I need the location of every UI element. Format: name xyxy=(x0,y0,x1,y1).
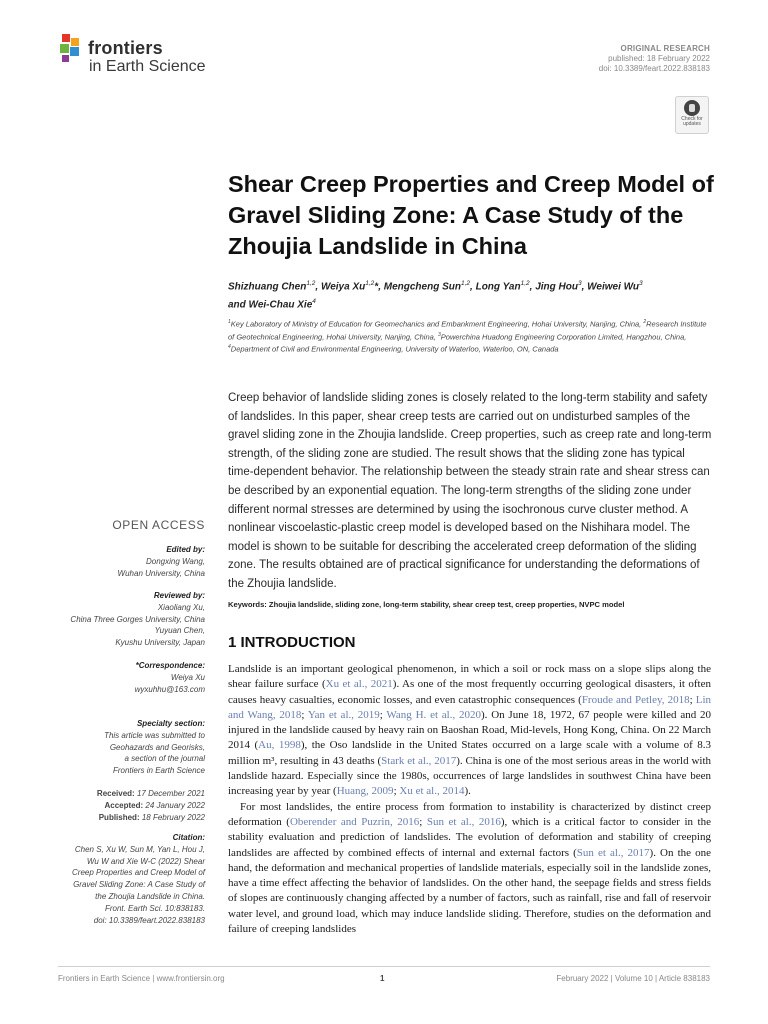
specialty-line: Geohazards and Georisks, xyxy=(109,742,205,752)
edited-by xyxy=(45,544,205,579)
affiliation-number: 4 xyxy=(228,344,231,350)
corresponding-author-marker: * xyxy=(374,281,379,293)
specialty-section xyxy=(45,718,205,777)
section-heading: 1 INTRODUCTION xyxy=(228,634,356,651)
footer-journal-link[interactable]: Frontiers in Earth Science | www.frontiersin.org xyxy=(58,974,225,983)
check-for-updates-badge[interactable] xyxy=(675,96,709,134)
article-type: ORIGINAL RESEARCH xyxy=(620,44,710,53)
published-label: Published: xyxy=(98,812,140,822)
body-text-run: ; xyxy=(689,693,696,706)
reviewer-name: Yuyuan Chen, xyxy=(154,626,205,636)
abstract: Creep behavior of landslide sliding zones is closely related to the long-term stability and safety of landslides. In this paper, shear creep tests are carried out on undisturbed samples of the gravel sliding zone in the Zhoujia landslide. Creep properties, such as creep rate and long-term strength, of the sliding zone are studied. The result shows that the sliding zone has typical time-dependent behavior. The relationship between the steady strain rate and shear stress can be described by an exponential equation. The long-term strengths of the sliding zone under different normal stresses are determined by using the isochronous curve cluster method. A nonlinear viscoelastic-plastic creep model is developed based on the Nishihara model. The model is shown to be suitable for describing the accelerated creep deformation of the sliding zone. The results obtained are of practical significance for understanding the deformations of the Zhoujia landslide. xyxy=(228,392,712,590)
citation-link[interactable]: Sun et al., 2016 xyxy=(426,815,501,828)
citation-link[interactable]: Stark et al., 2017 xyxy=(381,754,457,767)
citation-line: Gravel Sliding Zone: A Case Study of xyxy=(73,880,205,890)
author-affiliation-marker: 1,2 xyxy=(306,280,316,287)
journal-brand: frontiers xyxy=(88,38,163,58)
body-paragraph xyxy=(228,662,711,800)
correspondent-name: Weiya Xu xyxy=(170,672,205,682)
footer-issue-info: February 2022 | Volume 10 | Article 838183 xyxy=(556,974,710,983)
citation-line: the Zhoujia Landslide in China. xyxy=(95,891,205,901)
author-affiliation-marker: 3 xyxy=(639,280,643,287)
body-text-run: ; xyxy=(393,785,400,798)
specialty-line: Frontiers in Earth Science xyxy=(112,766,205,776)
reviewer-affiliation: Kyushu University, Japan xyxy=(115,638,205,648)
author-name[interactable]: Weiwei Wu xyxy=(587,281,640,293)
citation-link[interactable]: Xu et al., 2021 xyxy=(325,678,393,691)
check-updates-label: Check for updates xyxy=(681,116,703,127)
specialty-label: Specialty section: xyxy=(136,719,205,728)
affiliation-number: 2 xyxy=(643,319,647,325)
body-text-run: ; xyxy=(379,708,387,721)
author-name[interactable]: Jing Hou xyxy=(535,281,578,293)
editor-affiliation: Wuhan University, China xyxy=(117,568,205,578)
specialty-line: a section of the journal xyxy=(124,754,205,764)
citation-line: Wu W and Xie W-C (2022) Shear xyxy=(86,856,205,866)
body-text-run: ). On the one hand, the deformation and mechanical properties of landslide materials, especially soil in the landslide zones, have a time effect affecting the behavior of landslides. On the other hand, the seepage fields and stress fields of slopes are continuously changing affected by a number of factors, such as rainfall, rise and fall of reservoir water level, and ground load, which may induce landslide sliding. Therefore, studies on the deformation and failure of creeping landslides xyxy=(228,846,711,936)
keywords: Keywords: Zhoujia landslide, sliding zone, long-term stability, shear creep test, creep properties, NVPC model xyxy=(228,600,625,609)
body-text-run: For most landslides, the entire process from formation to instability is characterized by distinct creep deformation ( xyxy=(228,800,711,828)
body-text xyxy=(228,662,711,937)
body-text-run: ). On June 18, 1972, 67 people were killed and 20 injured in the landslide caused by heavy rain on Baoshan Road, Mid-levels, Hong Kong, China. On 22 March 2014 ( xyxy=(228,708,711,752)
author-affiliation-marker: 3 xyxy=(577,280,582,287)
article-title: Shear Creep Properties and Creep Model of Gravel Sliding Zone: A Case Study of the Zhoujia Landslide in China xyxy=(228,171,714,259)
reviewer-name: Xiaoliang Xu, xyxy=(157,602,205,612)
affiliation-number: 3 xyxy=(437,331,441,338)
citation-link[interactable]: Oberender and Puzrin, 2016 xyxy=(289,815,420,828)
author-name[interactable]: and Wei-Chau Xie xyxy=(228,299,313,311)
affiliation-text: Powerchina Huadong Engineering Corporation Limited, Hangzhou, China, xyxy=(440,332,687,341)
citation-line: Creep Properties and Creep Model of xyxy=(72,868,205,878)
body-text-run: ). China is one of the most serious areas in the world with landslide hazard. Especially since the 1980s, occurrences of large landslides in southwest China have been increasing year by year ( xyxy=(228,754,711,798)
author-name[interactable]: Long Yan xyxy=(475,281,521,293)
citation-link[interactable]: Lin and Wang, 2018 xyxy=(228,693,711,721)
citation-link[interactable]: Yan et al., 2019 xyxy=(307,708,380,721)
reviewed-by-label: Reviewed by: xyxy=(153,591,205,600)
body-text-run: ; xyxy=(301,708,308,721)
author-name[interactable]: Weiya Xu xyxy=(320,281,366,293)
received-label: Received: xyxy=(96,789,135,798)
citation-link[interactable]: Wang H. et al., 2020 xyxy=(386,708,482,721)
published-date-side: 18 February 2022 xyxy=(141,812,205,822)
open-access-label: OPEN ACCESS xyxy=(112,518,205,532)
body-text-run: Landslide is an important geological phenomenon, in which a soil or rock mass on a slope slips along the shear failure surface ( xyxy=(228,663,711,691)
specialty-line: This article was submitted to xyxy=(104,730,205,740)
article-meta xyxy=(599,44,710,74)
correspondent-email[interactable]: wyxuhhu@163.com xyxy=(134,684,205,694)
affiliation-text: Research Institute of Geotechnical Engineering, Hohai University, Nanjing, China, xyxy=(228,319,707,341)
editor-name: Dongxing Wang, xyxy=(146,556,205,566)
citation-link[interactable]: Sun et al., 2017 xyxy=(576,846,650,859)
citation-link[interactable]: Au, 1998 xyxy=(258,739,301,752)
citation-link[interactable]: Huang, 2009 xyxy=(336,785,394,798)
accepted-date: 24 January 2022 xyxy=(145,800,205,810)
journal-logo[interactable] xyxy=(58,34,228,84)
journal-subtitle: in Earth Science xyxy=(89,58,206,75)
accepted-label: Accepted: xyxy=(104,800,144,810)
author-name[interactable]: Mengcheng Sun xyxy=(383,281,461,293)
body-text-run: ), which is a critical factor to consider in the stability evaluation and prediction of landslides. The evolution of deformation and stability of creeping landslides are affected by combined effects of internal and external factors ( xyxy=(228,815,711,859)
citation-line: Front. Earth Sci. 10:838183. xyxy=(104,903,205,913)
citation xyxy=(45,832,205,926)
affiliation-text: Department of Civil and Environmental Engineering, University of Waterloo, Waterloo, ON, Canada xyxy=(230,344,559,354)
correspondence-label: *Correspondence: xyxy=(135,661,205,670)
citation-link[interactable]: Xu et al., 2014 xyxy=(399,785,465,798)
body-text-run: ). xyxy=(464,785,471,798)
correspondence xyxy=(45,660,205,695)
article-dates xyxy=(45,788,205,823)
author-affiliation-marker: 4 xyxy=(312,298,316,306)
citation-line: Chen S, Xu W, Sun M, Yan L, Hou J, xyxy=(74,844,205,854)
check-updates-icon xyxy=(684,100,700,116)
footer-divider xyxy=(58,966,710,967)
author-name[interactable]: Shizhuang Chen xyxy=(228,281,307,293)
author-affiliation-marker: 1,2 xyxy=(365,280,375,287)
citation-label: Citation: xyxy=(172,833,205,842)
affiliation-number: 1 xyxy=(228,319,231,325)
author-affiliation-marker: 1,2 xyxy=(520,280,530,287)
received-date: 17 December 2021 xyxy=(136,789,205,798)
citation-link[interactable]: Froude and Petley, 2018 xyxy=(581,693,690,706)
doi-link[interactable]: doi: 10.3389/feart.2022.838183 xyxy=(598,64,710,73)
author-list: Shizhuang Chen$^{1,2}$, Weiya Xu$^{1,2}$*, Mengcheng Sun$^{1,2}$, Long Yan$^{1,2}$, Jing Hou$^3$, Weiwei Wu$^3$ and Wei-Chau Xie$^4$ xyxy=(228,280,643,311)
body-text-run: ), the Oso landslide in the United States occurred on a large scale with a volume of 8.3 million m³, resulting in 43 deaths ( xyxy=(228,739,711,767)
published-date: published: 18 February 2022 xyxy=(608,54,710,63)
body-text-run: ; xyxy=(419,815,427,828)
affiliations xyxy=(228,317,713,355)
body-paragraph xyxy=(228,800,711,938)
page-number: 1 xyxy=(380,974,385,983)
citation-doi[interactable]: doi: 10.3389/feart.2022.838183 xyxy=(93,915,205,925)
frontiers-logo-icon xyxy=(58,34,84,64)
reviewed-by xyxy=(45,590,205,649)
affiliation-text: Key Laboratory of Ministry of Education for Geomechanics and Embankment Engineering, Hohai University, Nanjing, China, xyxy=(230,319,644,329)
author-affiliation-marker: 1,2 xyxy=(460,280,471,287)
edited-by-label: Edited by: xyxy=(166,545,205,554)
body-text-run: ). As one of the most frequently occurring geological disasters, it often causes heavy casualties, economic losses, and even catastrophic consequences ( xyxy=(228,678,711,706)
reviewer-affiliation: China Three Gorges University, China xyxy=(70,614,205,624)
